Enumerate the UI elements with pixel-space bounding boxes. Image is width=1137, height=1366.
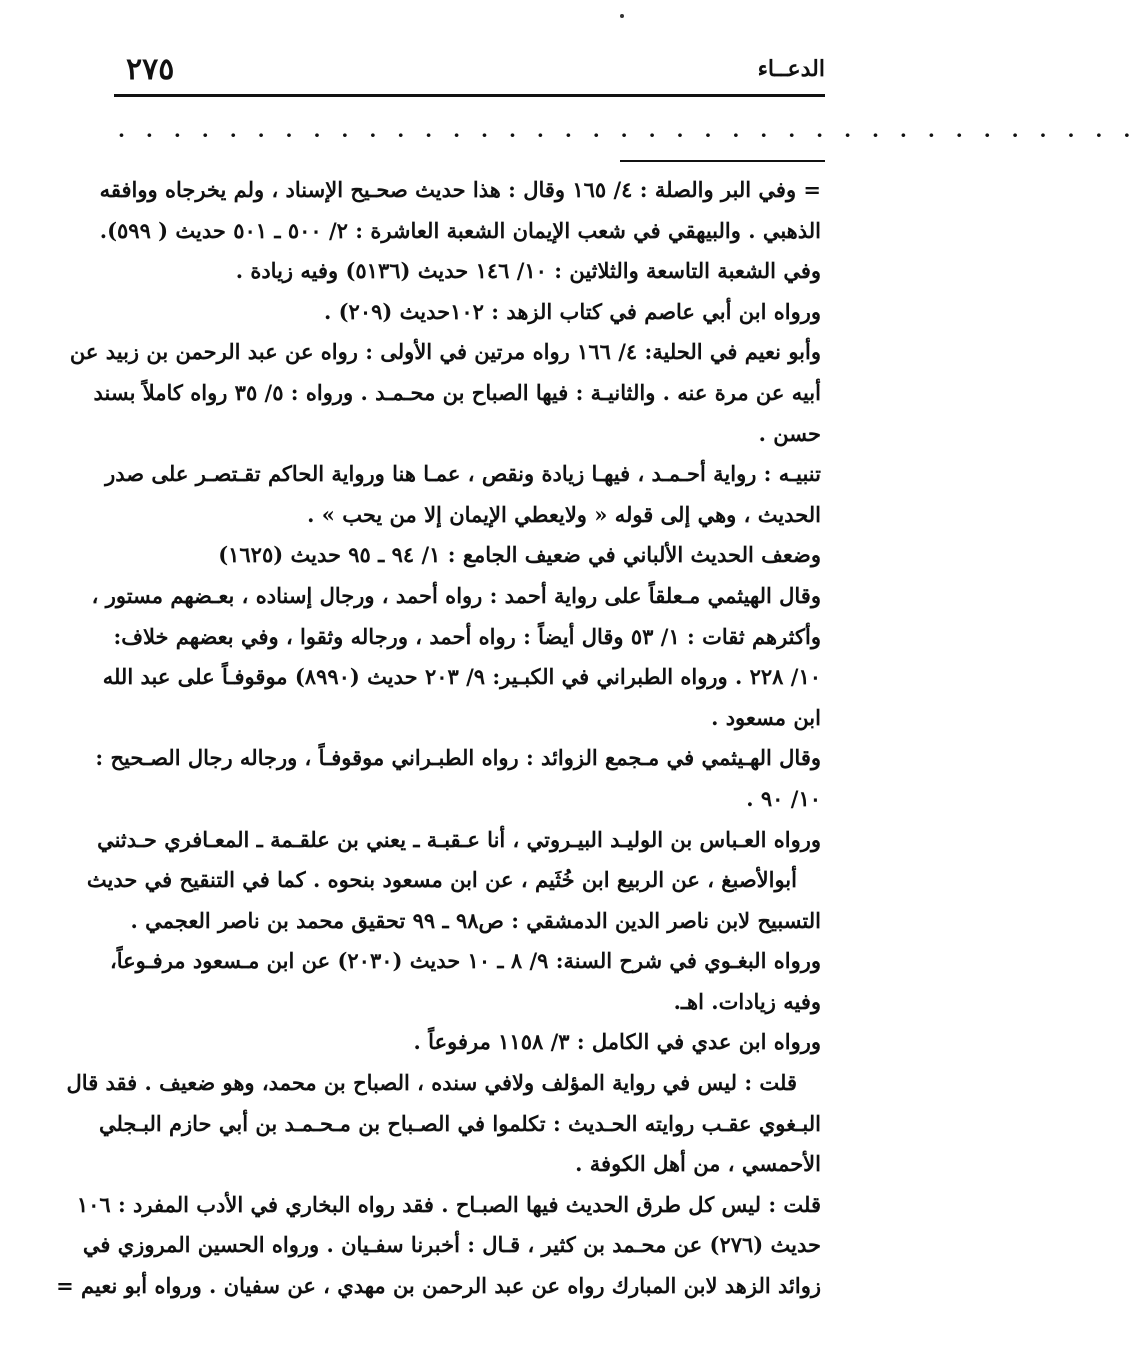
text-line: قلت : ليس في رواية المؤلف ولافي سنده ، الصباح بن محمد، وهو ضعيف . فقد قال [66, 1070, 797, 1096]
text-line: التسبيح لابن ناصر الدين الدمشقي : ص٩٨ ـ ٩٩ تحقيق محمد بن ناصر العجمي . [130, 907, 821, 933]
text-line: وفيه زيادات. اهـ. [673, 988, 821, 1014]
running-title: الدعــاء [757, 56, 825, 82]
footnote-text [56, 170, 821, 1307]
text-line: ورواه العـباس بن الوليـد البيـروتي ، أنا عـقبـة ـ يعني بن علقـمة ـ المعـافري حـدثني [97, 826, 821, 852]
text-line: وأكثرهم ثقات : ١/ ٥٣ وقال أيضاً : رواه أحمد ، ورجاله وثقوا ، وفي بعضهم خلاف: [113, 623, 821, 649]
page-header [114, 52, 825, 92]
text-line: زوائد الزهد لابن المبارك رواه عن عبد الرحمن بن مهدي ، عن سفيان . ورواه أبو نعيم = [56, 1273, 821, 1299]
text-line: الذهبي . والبيهقي في شعب الإيمان الشعبة العاشرة : ٢/ ٥٠٠ ـ ٥٠١ حديث ( ٥٩٩). [99, 217, 821, 243]
page-number: ٢٧٥ [126, 52, 175, 87]
text-line: وأبو نعيم في الحلية: ٤/ ١٦٦ رواه مرتين في الأولى : رواه عن عبد الرحمن بن زبيد عن [69, 339, 821, 365]
text-line: الحديث ، وهي إلى قوله « ولايعطي الإيمان إلا من يحب » . [307, 501, 821, 527]
text-line: قلت : ليس كل طرق الحديث فيها الصبـاح . فقد رواه البخاري في الأدب المفرد : ١٠٦ [76, 1191, 821, 1217]
text-line: = وفي البر والصلة : ٤/ ١٦٥ وقال : هذا حديث صحـيح الإسناد ، ولم يخرجاه ووافقه [99, 177, 821, 202]
text-line: ورواه البغـوي في شرح السنة: ٩/ ٨ ـ ١٠ حديث (٢٠٣٠) عن ابن مـسعود مرفـوعاً، [109, 948, 821, 974]
stray-mark [620, 14, 624, 18]
text-line: حديث (٢٧٦) عن محـمد بن كثير ، قـال : أخبرنا سفـيان . ورواه الحسين المروزي في [82, 1232, 821, 1258]
text-line: ١٠/ ٢٢٨ . ورواه الطبراني في الكبـير: ٩/ ٢٠٣ حديث (٨٩٩٠) موقوفـاً على عبد الله [102, 664, 821, 690]
dotted-separator: · · · · · · · · · · · · · · · · · · · · · · · · · · · · · · · · · · · · · [118, 123, 1137, 147]
text-line: ١٠/ ٩٠ . [746, 785, 821, 811]
text-line: حسن . [758, 420, 821, 446]
text-line: ابن مسعود . [711, 704, 821, 730]
header-rule [114, 94, 825, 97]
text-line: وفي الشعبة التاسعة والثلاثين : ١٠/ ١٤٦ حديث (٥١٣٦) وفيه زيادة . [235, 258, 821, 284]
text-line: تنبيـه : رواية أحـمـد ، فيهـا زيادة ونقص ، عمـا هنا ورواية الحاكم تقـتصـر على صدر [105, 461, 821, 487]
text-line: ورواه ابن أبي عاصم في كتاب الزهد : ١٠٢حديث (٢٠٩) . [323, 298, 821, 324]
text-line: وقال الهـيثمي في مـجمع الزوائد : رواه الطبـراني موقوفـاً ، ورجاله رجال الصـحيح : [95, 745, 821, 771]
footnote-rule [620, 160, 825, 162]
text-line: أبيه عن مرة عنه . والثانيـة : فيها الصباح بن محـمـد . ورواه : ٥/ ٣٥ رواه كاملاً بسند [93, 379, 821, 405]
text-line: وقال الهيثمي مـعلقاً على رواية أحمد : رواه أحمد ، ورجال إسناده ، بعـضهم مستور ، [91, 582, 821, 608]
text-line: ورواه ابن عدي في الكامل : ٣/ ١١٥٨ مرفوعاً . [413, 1029, 821, 1055]
text-line: وضعف الحديث الألباني في ضعيف الجامع : ١/ ٩٤ ـ ٩٥ حديث (١٦٢٥) [218, 542, 821, 568]
text-line: البـغوي عقـب روايته الحـديث : تكلموا في الصـباح بن مـحـمـد بن أبي حازم البـجلي [98, 1110, 821, 1136]
text-line: أبوالأصبغ ، عن الربيع ابن خُثَيم ، عن ابن مسعود بنحوه . كما في التنقيح في حديث [86, 867, 797, 893]
text-line: الأحمسي ، من أهل الكوفة . [575, 1151, 821, 1177]
